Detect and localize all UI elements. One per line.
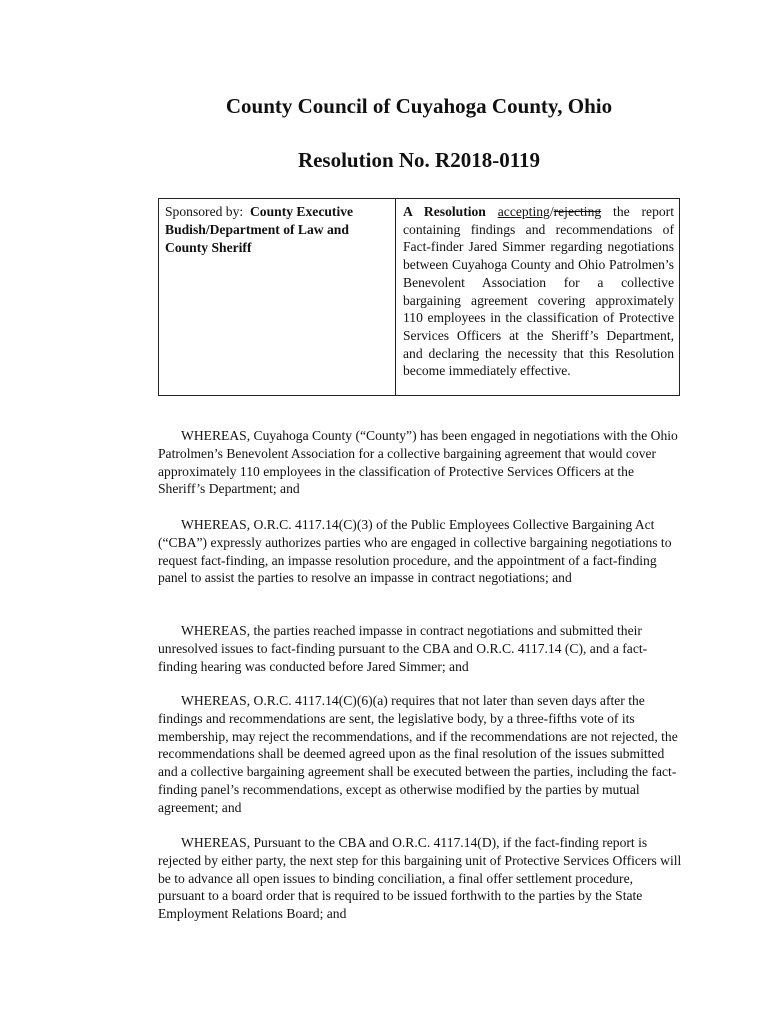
sponsor-names: County Executive Budish/Department of Law and County Sheriff: [165, 204, 354, 255]
council-title: County Council of Cuyahoga County, Ohio: [225, 94, 613, 118]
summary-accepting: accepting: [497, 204, 550, 219]
summary-separator: /: [549, 204, 554, 219]
resolution-info-table: [158, 198, 680, 396]
summary-lead: A Resolution: [403, 204, 486, 219]
whereas-paragraph-4: [158, 692, 682, 817]
summary-rejecting: rejecting: [553, 204, 602, 219]
paragraph-text: WHEREAS, the parties reached impasse in contract negotiations and submitted their unresolved issues to fact-finding pursuant to the CBA and O.R.C. 4117.14 (C), and a fact-finding hearing was conducted before Jared Simmer; and: [158, 623, 648, 674]
whereas-paragraph-5: [158, 834, 682, 923]
whereas-paragraph-3: [158, 622, 682, 675]
paragraph-text: WHEREAS, O.R.C. 4117.14(C)(3) of the Public Employees Collective Bargaining Act (“CBA”) expressly authorizes parties who are engaged in collective bargaining negotiations to request fact-finding, an impasse resolution procedure, and the appointment of a fact-finding panel to assist the parties to resolve an impasse in contract negotiations; and: [158, 517, 672, 586]
resolution-summary-cell: [403, 203, 674, 380]
paragraph-text: WHEREAS, Pursuant to the CBA and O.R.C. 4117.14(D), if the fact-finding report is rejected by either party, the next step for this bargaining unit of Protective Services Officers will be to advance all open issues to binding conciliation, a final offer settlement procedure, pursuant to a board order that is required to be issued forthwith to the parties by the State Employment Relations Board; and: [158, 835, 682, 922]
whereas-paragraph-1: [158, 427, 682, 498]
table-divider: [395, 199, 396, 395]
summary-text: the report containing findings and recommendations of Fact-finder Jared Simmer regarding negotiations between Cuyahoga County and Ohio Patrolmen’s Benevolent Association for a collective bargaining agreement covering approximately 110 employees in the classification of Protective Services Officers at the Sheriff’s Department, and declaring the necessity that this Resolution become immediately effective.: [403, 204, 674, 379]
sponsor-cell: [165, 203, 387, 257]
whereas-paragraph-2: [158, 516, 682, 587]
sponsor-prefix: Sponsored by:: [165, 204, 250, 219]
paragraph-text: WHEREAS, O.R.C. 4117.14(C)(6)(a) requires that not later than seven days after the findings and recommendations are sent, the legislative body, by a three-fifths vote of its membership, may reject the recommendations, and if the recommendations are not rejected, the recommendations shall be deemed agreed upon as the final resolution of the issues submitted and a collective bargaining agreement shall be executed between the parties, including the fact-finding panel’s recommendations, except as otherwise modified by the parties by mutual agreement; and: [158, 693, 678, 815]
resolution-number: Resolution No. R2018-0119: [297, 148, 541, 172]
paragraph-text: WHEREAS, Cuyahoga County (“County”) has been engaged in negotiations with the Ohio Patrolmen’s Benevolent Association for a collective bargaining agreement that would cover approximately 110 employees in the classification of Protective Services Officers at the Sheriff’s Department; and: [158, 428, 678, 497]
